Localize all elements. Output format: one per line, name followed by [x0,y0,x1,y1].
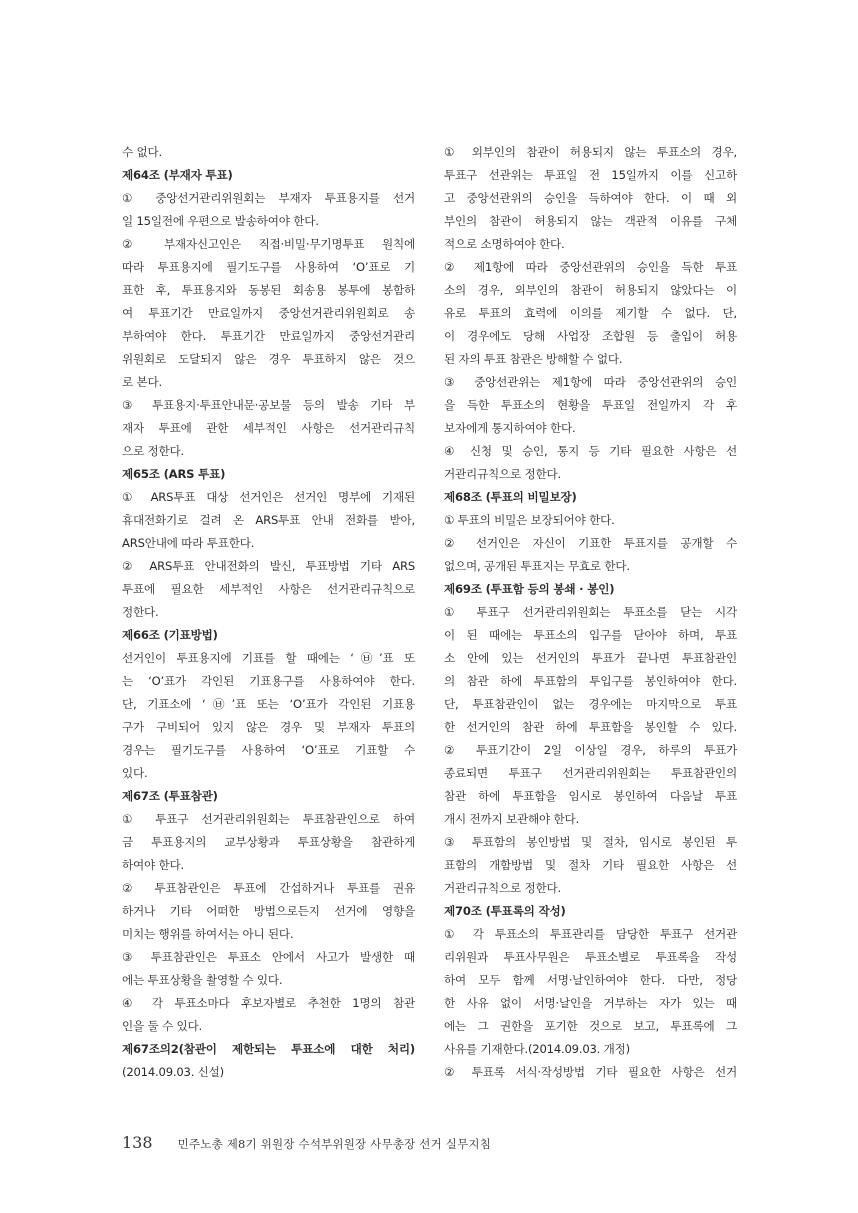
article-heading: 제67조의2(참관이 제한되는 투표소에 대한 처리) [122,1042,415,1056]
text-line: 인을 둘 수 있다. [122,1019,202,1033]
text-line: 이 경우에도 당해 사업장 조합원 등 출입이 허용 [444,329,737,343]
text-line: ① ARS투표 대상 선거인은 선거인 명부에 기재된 [122,490,415,504]
text-line: 하여야 한다. [122,858,184,872]
text-line: 에는 투표상황을 촬영할 수 있다. [122,973,283,987]
text-line: ③ 투표함의 봉인방법 및 절차, 임시로 봉인된 투 [444,835,737,849]
text-line: 부하여야 한다. 투표기간 만료일까지 중앙선거관리 [122,329,415,343]
text-line: ① 투표구 선거관리위원회는 투표참관인으로 하여 [122,812,415,826]
text-line: ① 외부인의 참관이 허용되지 않는 투표소의 경우, [444,145,737,159]
text-line: ① 각 투표소의 투표관리를 담당한 투표구 선거관 [444,927,737,941]
text-line: 하여 모두 함께 서명·날인하여야 한다. 다만, 정당 [444,973,737,987]
text-line: 재자 투표에 관한 세부적인 사항은 선거관리규칙 [122,421,415,435]
text-line: 는 ‘O’표가 각인된 기표용구를 사용하여야 한다. [122,674,415,688]
text-line: 참관 하에 투표함을 임시로 봉인하여 다음날 투표 [444,789,737,803]
text-line: 소 안에 있는 선거인의 투표가 끝나면 투표참관인 [444,651,737,665]
text-line: ② 선거인은 자신이 기표한 투표지를 공개할 수 [444,536,737,550]
text-line: 사유를 기재한다.(2014.09.03. 개정) [444,1042,630,1056]
text-line: 경우는 필기도구를 사용하여 ‘O’표로 기표할 수 [122,743,415,757]
text-line: 한 사유 없이 서명·날인을 거부하는 자가 있는 때 [444,996,737,1010]
text-line: (2014.09.03. 신설) [122,1065,224,1079]
text-line: 없으며, 공개된 투표지는 무효로 한다. [444,559,630,573]
page-footer [122,1131,491,1155]
text-line: 수 없다. [122,145,162,159]
text-line: 따라 투표용지에 필기도구를 사용하여 ‘O’표로 기 [122,260,415,274]
article-heading: 제67조 (투표참관) [122,789,218,803]
text-line: ① 중앙선거관리위원회는 부재자 투표용지를 선거 [122,191,415,205]
text-line: 선거인이 투표용지에 기표를 할 때에는 ‘㉥’표 또 [122,651,415,665]
text-line: ARS안내에 따라 투표한다. [122,536,255,550]
text-line: 소의 경우, 외부인의 참관이 허용되지 않았다는 이 [444,283,737,297]
text-line: 리위원과 투표사무원은 투표소별로 투표록을 작성 [444,950,737,964]
text-line: 정한다. [122,605,159,619]
left-column [122,141,415,1084]
text-line: ② 투표록 서식·작성방법 기타 필요한 사항은 선거 [444,1065,737,1079]
article-heading: 제68조 (투표의 비밀보장) [444,490,577,504]
text-line: ③ 중앙선관위는 제1항에 따라 중앙선관위의 승인 [444,375,737,389]
page-number: 138 [122,1133,153,1152]
text-line: 고 중앙선관위의 승인을 득하여야 한다. 이 때 외 [444,191,737,205]
text-line: 로 본다. [122,375,162,389]
text-line: 부인의 참관이 허용되지 않는 객관적 이유를 구체 [444,214,737,228]
text-line: 단, 기표소에 ‘㉥’표 또는 ‘O’표가 각인된 기표용 [122,697,415,711]
text-line: ② ARS투표 안내전화의 발신, 투표방법 기타 ARS [122,559,415,573]
text-line: 있다. [122,766,148,780]
text-line: 유로 투표의 효력에 이의를 제기할 수 없다. 단, [444,306,737,320]
article-heading: 제64조 (부재자 투표) [122,168,233,182]
article-heading: 제65조 (ARS 투표) [122,467,226,481]
text-line: 적으로 소명하여야 한다. [444,237,565,251]
text-line: ② 투표기간이 2일 이상일 경우, 하루의 투표가 [444,743,737,757]
text-line: 단, 투표참관인이 없는 경우에는 마지막으로 투표 [444,697,737,711]
text-line: 위원회로 도달되지 않은 경우 투표하지 않은 것으 [122,352,415,366]
text-line: 금 투표용지의 교부상황과 투표상황을 참관하게 [122,835,415,849]
text-line: 거관리규칙으로 정한다. [444,881,561,895]
text-line: ④ 각 투표소마다 후보자별로 추천한 1명의 참관 [122,996,415,1010]
text-line: 미치는 행위를 하여서는 아니 된다. [122,927,294,941]
text-line: 보자에게 통지하여야 한다. [444,421,576,435]
article-heading: 제70조 (투표록의 작성) [444,904,566,918]
text-line: ② 투표참관인은 투표에 간섭하거나 투표를 권유 [122,881,415,895]
text-line: 거관리규칙으로 정한다. [444,467,561,481]
text-line: 여 투표기간 만료일까지 중앙선거관리위원회로 송 [122,306,415,320]
text-line: 에는 그 권한을 포기한 것으로 보고, 투표록에 그 [444,1019,737,1033]
text-line: 이 된 때에는 투표소의 입구를 닫아야 하며, 투표 [444,628,737,642]
article-heading: 제69조 (투표함 등의 봉쇄 · 봉인) [444,582,615,596]
text-line: 한 선거인의 참관 하에 투표함을 봉인할 수 있다. [444,720,737,734]
text-line: ③ 투표참관인은 투표소 안에서 사고가 발생한 때 [122,950,415,964]
text-line: ③ 투표용지·투표안내문·공보물 등의 발송 기타 부 [122,398,415,412]
text-line: 을 득한 투표소의 현황을 투표일 전일까지 각 후 [444,398,737,412]
footer-title: 민주노총 제8기 위원장 수석부위원장 사무총장 선거 실무지침 [177,1137,492,1151]
text-line: 일 15일전에 우편으로 발송하여야 한다. [122,214,319,228]
text-line: 하거나 기타 어떠한 방법으로든지 선거에 영향을 [122,904,415,918]
text-line: ② 부재자신고인은 직접·비밀·무기명투표 원칙에 [122,237,415,251]
text-line: ④ 신청 및 승인, 통지 등 기타 필요한 사항은 선 [444,444,737,458]
text-line: ② 제1항에 따라 중앙선관위의 승인을 득한 투표 [444,260,737,274]
right-column [444,141,737,1084]
text-line: 표함의 개함방법 및 절차 기타 필요한 사항은 선 [444,858,737,872]
text-line: 투표에 필요한 세부적인 사항은 선거관리규칙으로 [122,582,415,596]
text-line: 으로 정한다. [122,444,184,458]
text-line: 된 자의 투표 참관은 방해할 수 없다. [444,352,623,366]
text-line: 투표구 선관위는 투표일 전 15일까지 이를 신고하 [444,168,737,182]
article-heading: 제66조 (기표방법) [122,628,218,642]
text-line: 구가 구비되어 있지 않은 경우 및 부재자 투표의 [122,720,415,734]
text-line: ① 투표구 선거관리위원회는 투표소를 닫는 시각 [444,605,737,619]
text-line: 개시 전까지 보관해야 한다. [444,812,579,826]
text-line: 휴대전화기로 걸려 온 ARS투표 안내 전화를 받아, [122,513,415,527]
text-line: 종료되면 투표구 선거관리위원회는 투표참관인의 [444,766,737,780]
text-line: ① 투표의 비밀은 보장되어야 한다. [444,513,615,527]
text-line: 표한 후, 투표용지와 동봉된 회송용 봉투에 봉함하 [122,283,415,297]
text-line: 의 참관 하에 투표함의 투입구를 봉인하여야 한다. [444,674,737,688]
